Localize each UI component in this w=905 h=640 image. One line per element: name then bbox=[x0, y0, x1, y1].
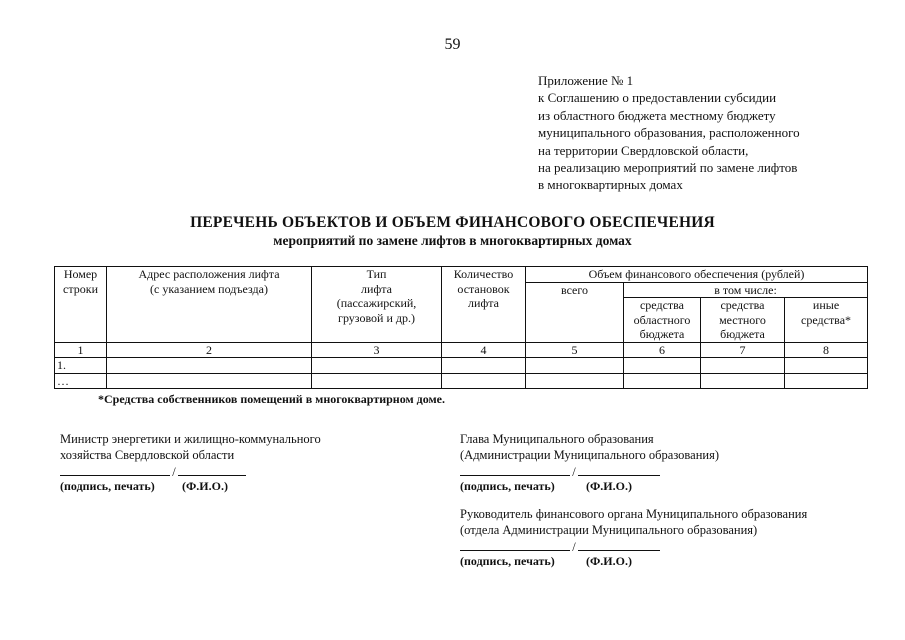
header-local-budget: средства местного бюджета bbox=[701, 298, 785, 343]
appendix-note bbox=[538, 72, 868, 194]
name-underline bbox=[178, 463, 246, 476]
table-cell bbox=[312, 373, 442, 389]
appendix-line: из областного бюджета местному бюджету bbox=[538, 107, 776, 123]
row-number-cell: … bbox=[55, 373, 107, 389]
signature-underline bbox=[60, 463, 170, 476]
table-cell bbox=[526, 373, 624, 389]
minister-title-2: хозяйства Свердловской области bbox=[60, 447, 235, 462]
table-row bbox=[55, 373, 868, 389]
signature-line: / bbox=[460, 463, 719, 479]
title-line-1: ПЕРЕЧЕНЬ ОБЪЕКТОВ И ОБЪЕМ ФИНАНСОВОГО ОБЕСПЕЧЕНИЯ bbox=[190, 214, 715, 231]
head-title-1: Глава Муниципального образования bbox=[460, 432, 654, 446]
table-cell bbox=[442, 373, 526, 389]
table-cell bbox=[624, 373, 701, 389]
table-cell bbox=[526, 358, 624, 374]
table-cell bbox=[624, 358, 701, 374]
appendix-line: на реализацию мероприятий по замене лифтов bbox=[538, 160, 798, 176]
appendix-line: Приложение № 1 bbox=[538, 73, 634, 88]
header-row-number: Номер строки bbox=[55, 267, 107, 343]
column-index: 1 bbox=[55, 342, 107, 358]
header-finance: Объем финансового обеспечения (рублей) bbox=[526, 267, 868, 283]
minister-signature-block bbox=[60, 432, 321, 495]
table-row bbox=[55, 358, 868, 374]
header-address: Адрес расположения лифта (с указанием подъезда) bbox=[107, 267, 312, 343]
finance-signature-block bbox=[460, 507, 807, 570]
column-index: 8 bbox=[785, 342, 868, 358]
header-elevator-type: Тип лифта (пассажирский, грузовой и др.) bbox=[312, 267, 442, 343]
finance-title-2: (отдела Администрации Муниципального образования) bbox=[460, 522, 758, 537]
table-cell bbox=[442, 358, 526, 374]
signature-underline bbox=[460, 538, 570, 551]
table-cell bbox=[785, 373, 868, 389]
footnote: *Средства собственников помещений в многоквартирном доме. bbox=[98, 392, 446, 406]
column-index-row bbox=[55, 342, 868, 358]
signature-caption: (подпись, печать) (Ф.И.О.) bbox=[60, 479, 228, 493]
column-index: 7 bbox=[701, 342, 785, 358]
header-including: в том числе: bbox=[624, 282, 868, 298]
column-index: 6 bbox=[624, 342, 701, 358]
finance-title-1: Руководитель финансового органа Муниципального образования bbox=[460, 507, 808, 521]
objects-table bbox=[54, 266, 868, 389]
appendix-line: в многоквартирных домах bbox=[538, 177, 683, 193]
header-stops-count: Количество остановок лифта bbox=[442, 267, 526, 343]
column-index: 2 bbox=[107, 342, 312, 358]
header-total: всего bbox=[526, 282, 624, 342]
name-underline bbox=[578, 538, 660, 551]
signature-caption: (подпись, печать) (Ф.И.О.) bbox=[460, 479, 632, 493]
minister-title-1: Министр энергетики и жилищно-коммунального bbox=[60, 432, 321, 446]
table-cell bbox=[701, 358, 785, 374]
row-number-cell: 1. bbox=[55, 358, 107, 374]
signature-caption: (подпись, печать) (Ф.И.О.) bbox=[460, 554, 632, 568]
page-number: 59 bbox=[444, 36, 461, 53]
column-index: 4 bbox=[442, 342, 526, 358]
header-other-funds: иные средства* bbox=[785, 298, 868, 343]
title-line-2: мероприятий по замене лифтов в многоквартирных домах bbox=[273, 233, 632, 248]
appendix-line: к Соглашению о предоставлении субсидии bbox=[538, 90, 777, 106]
appendix-line: муниципального образования, расположенного bbox=[538, 125, 800, 141]
table-cell bbox=[701, 373, 785, 389]
table-cell bbox=[107, 373, 312, 389]
column-index: 3 bbox=[312, 342, 442, 358]
signature-line: / bbox=[60, 463, 321, 479]
table-cell bbox=[785, 358, 868, 374]
column-index: 5 bbox=[526, 342, 624, 358]
table-cell bbox=[312, 358, 442, 374]
head-title-2: (Администрации Муниципального образования) bbox=[460, 447, 720, 462]
document-title bbox=[0, 214, 905, 249]
appendix-line: на территории Свердловской области, bbox=[538, 142, 749, 158]
name-underline bbox=[578, 463, 660, 476]
signature-line: / bbox=[460, 538, 807, 554]
header-regional-budget: средства областного бюджета bbox=[624, 298, 701, 343]
head-signature-block bbox=[460, 432, 719, 495]
signature-underline bbox=[460, 463, 570, 476]
table-cell bbox=[107, 358, 312, 374]
